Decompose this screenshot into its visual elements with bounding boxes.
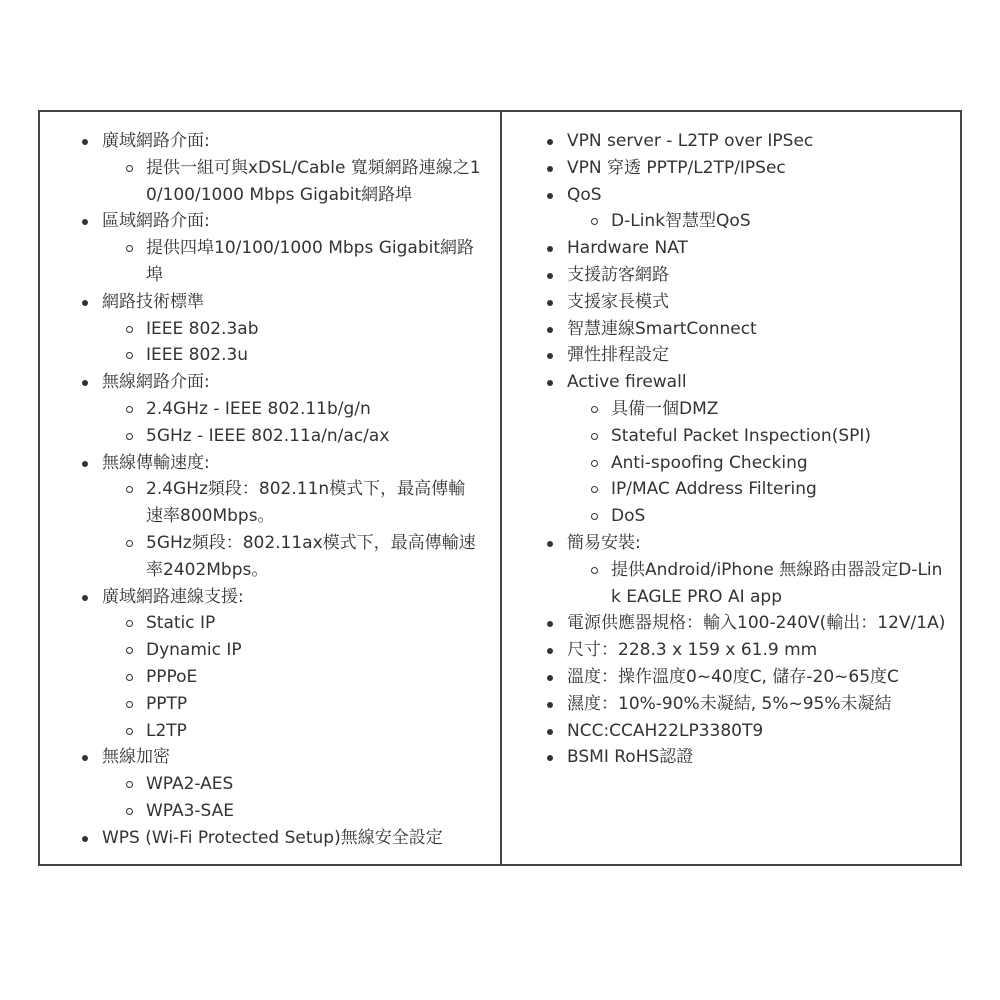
spec-item-text: 濕度：10%-90%未凝結, 5%~95%未凝結 (567, 693, 892, 714)
spec-subitem-text: IEEE 802.3ab (146, 318, 259, 339)
spec-subitem (102, 316, 482, 343)
spec-item-text: 支援家長模式 (567, 291, 669, 312)
spec-subitem (567, 557, 946, 611)
spec-sublist (102, 235, 482, 289)
spec-item-text: VPN 穿透 PPTP/L2TP/IPSec (567, 157, 786, 178)
spec-item (82, 744, 482, 824)
spec-item (82, 208, 482, 288)
spec-subitem (102, 155, 482, 209)
spec-subitem (102, 342, 482, 369)
spec-item-text: VPN server - L2TP over IPSec (567, 131, 814, 151)
spec-subitem-text: D-Link智慧型QoS (611, 211, 751, 232)
spec-item (547, 637, 946, 664)
spec-sublist (567, 396, 946, 530)
spec-item-text: 彈性排程設定 (567, 345, 669, 366)
spec-subitem-text: WPA2-AES (146, 774, 234, 795)
spec-sublist (102, 771, 482, 825)
spec-subitem-text: IEEE 802.3u (146, 345, 249, 366)
spec-item-text: 電源供應器規格：輸入100-240V(輸出：12V/1A) (567, 613, 946, 634)
spec-item (547, 369, 946, 530)
spec-list-right (547, 128, 946, 771)
spec-subitem-text: 2.4GHz頻段：802.11n模式下，最高傳輸速率800Mbps。 (146, 479, 466, 527)
spec-subitem (567, 396, 946, 423)
spec-item (547, 691, 946, 718)
spec-item-text: 無線網路介面: (102, 372, 210, 393)
spec-subitem (102, 396, 482, 423)
spec-table (38, 110, 962, 866)
spec-subitem-text: Anti-spoofing Checking (611, 452, 808, 473)
spec-sublist (102, 610, 482, 744)
spec-column-right (502, 112, 960, 864)
spec-item (82, 128, 482, 208)
spec-subitem-text: IP/MAC Address Filtering (611, 479, 817, 500)
spec-item-text: 區域網路介面: (102, 211, 210, 232)
spec-item (82, 289, 482, 369)
spec-subitem (102, 423, 482, 450)
spec-subitem-text: 5GHz - IEEE 802.11a/n/ac/ax (146, 425, 390, 446)
spec-item (547, 316, 946, 343)
spec-subitem (102, 798, 482, 825)
spec-subitem (102, 718, 482, 745)
spec-subitem (567, 476, 946, 503)
spec-subitem-text: Dynamic IP (146, 640, 242, 661)
spec-item-text: Active firewall (567, 372, 687, 393)
spec-item-text: 網路技術標準 (102, 291, 204, 312)
spec-item (547, 182, 946, 236)
spec-subitem-text: 提供一組可與xDSL/Cable 寬頻網路連線之10/100/1000 Mbps Gigabit網路埠 (146, 157, 481, 205)
spec-subitem-text: PPTP (146, 693, 188, 714)
spec-item (82, 369, 482, 449)
spec-item (547, 610, 946, 637)
spec-item (547, 744, 946, 771)
spec-item (547, 664, 946, 691)
spec-subitem (102, 637, 482, 664)
spec-subitem-text: 5GHz頻段：802.11ax模式下，最高傳輸速率2402Mbps。 (146, 532, 476, 580)
spec-item-text: Hardware NAT (567, 238, 688, 259)
spec-item (547, 155, 946, 182)
spec-subitem (102, 664, 482, 691)
spec-item-text: 支援訪客網路 (567, 264, 669, 285)
spec-subitem (567, 450, 946, 477)
spec-item-text: 智慧連線SmartConnect (567, 318, 757, 339)
spec-subitem (102, 530, 482, 584)
spec-sublist (102, 316, 482, 370)
spec-list-left (82, 128, 482, 852)
spec-subitem (102, 771, 482, 798)
spec-sublist (567, 208, 946, 235)
spec-item (547, 718, 946, 745)
spec-sublist (567, 557, 946, 611)
spec-subitem-text: DoS (611, 506, 646, 527)
spec-item (547, 262, 946, 289)
spec-sublist (102, 476, 482, 583)
spec-item (547, 530, 946, 610)
spec-subitem (567, 208, 946, 235)
spec-item-text: 無線傳輸速度: (102, 452, 210, 473)
spec-item (82, 584, 482, 745)
spec-subitem-text: 具備一個DMZ (611, 398, 719, 419)
spec-item (82, 450, 482, 584)
spec-item-text: 簡易安裝: (567, 532, 641, 553)
spec-subitem-text: Stateful Packet Inspection(SPI) (611, 425, 872, 446)
spec-subitem-text: 提供四埠10/100/1000 Mbps Gigabit網路埠 (146, 238, 474, 285)
spec-item (547, 235, 946, 262)
spec-item (82, 825, 482, 852)
spec-subitem (102, 691, 482, 718)
spec-sublist (102, 396, 482, 450)
spec-item-text: WPS (Wi-Fi Protected Setup)無線安全設定 (102, 827, 443, 848)
spec-item-text: 無線加密 (102, 747, 170, 768)
spec-subitem (102, 235, 482, 289)
spec-item-text: QoS (567, 184, 602, 205)
spec-item-text: 廣域網路介面: (102, 131, 210, 151)
spec-item-text: NCC:CCAH22LP3380T9 (567, 720, 764, 741)
spec-item (547, 342, 946, 369)
spec-item-text: 溫度：操作溫度0~40度C, 儲存-20~65度C (567, 666, 899, 687)
spec-subitem-text: 提供Android/iPhone 無線路由器設定D-Link EAGLE PRO AI app (611, 559, 943, 607)
spec-item-text: BSMI RoHS認證 (567, 747, 694, 768)
spec-subitem-text: Static IP (146, 613, 216, 634)
spec-sublist (102, 155, 482, 209)
spec-column-left (40, 112, 502, 864)
spec-item-text: 尺寸：228.3 x 159 x 61.9 mm (567, 640, 818, 661)
spec-subitem (567, 503, 946, 530)
spec-subitem (567, 423, 946, 450)
spec-item-text: 廣域網路連線支援: (102, 586, 244, 607)
spec-item (547, 128, 946, 155)
spec-subitem (102, 610, 482, 637)
spec-subitem-text: 2.4GHz - IEEE 802.11b/g/n (146, 398, 371, 419)
spec-item (547, 289, 946, 316)
spec-subitem-text: L2TP (146, 720, 187, 741)
spec-subitem (102, 476, 482, 530)
spec-subitem-text: PPPoE (146, 666, 198, 687)
spec-subitem-text: WPA3-SAE (146, 800, 235, 821)
